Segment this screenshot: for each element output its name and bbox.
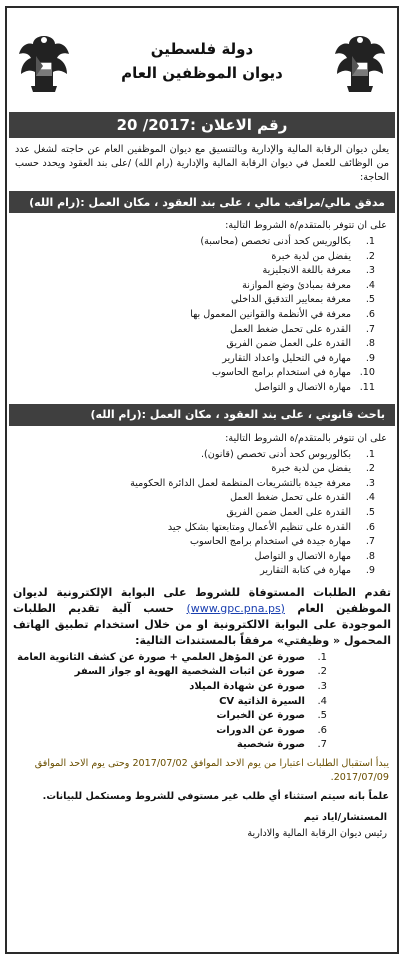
item-number: 7. [365,323,375,335]
job1-title: مدقق مالي/مراقب مالي ، على بند العقود ، مكان العمل :(رام الله) [9,191,395,213]
list-item [15,521,375,536]
item-number: 1. [317,651,327,663]
list-item [15,366,375,381]
job2-requirements-intro: على ان تتوفر بالمتقدم/ة الشروط التالية: [225,432,387,444]
signatory-role: رئيس ديوان الرقابة المالية والادارية [247,828,387,840]
item-number: 3. [365,477,375,489]
divider [7,396,397,404]
list-item [15,738,327,753]
item-text: معرفة بمعايير التدقيق الداخلي [231,294,351,306]
item-number: 9. [365,565,375,577]
item-number: 1. [365,448,375,460]
item-text: معرفة بمبادئ وضع الموازنة [242,279,351,291]
list-item [15,462,375,477]
item-text: يفضل من لدية خبرة [271,463,351,475]
list-item [15,535,375,550]
bureau-name: ديوان الموظفين العام [121,64,283,82]
item-text: صورة عن الدورات [216,724,305,736]
header [7,8,397,112]
item-number: 8. [365,338,375,350]
list-item [15,709,327,724]
item-text: القدرة على العمل ضمن الفريق [226,506,351,518]
signatory-name: المستشار/اياد تيم [303,812,387,824]
intro-paragraph: يعلن ديوان الرقابة المالية والإدارية وبالتنسيق مع ديوان الموظفين العام عن حاجته لشغل عدد من الوظائف للعمل في ديوان الرقابة المالية والإدارية (رام الله) /على بند العقود ويحدد حسب الحاجة: [15,144,389,183]
list-item [15,235,375,250]
item-number: 2. [317,666,327,678]
list-item [15,680,327,695]
list-item [15,264,375,279]
list-item [15,506,375,521]
required-documents [7,651,397,753]
header-title [77,38,327,86]
signature-block [7,804,397,842]
item-text: بكالوريوس كحد أدنى تخصص (قانون). [201,448,351,460]
state-name: دولة فلسطين [150,40,254,58]
item-text: صورة عن شهادة الميلاد [189,681,305,693]
item-number: 6. [365,308,375,320]
item-text: صورة شخصية [236,739,305,751]
list-item [15,337,375,352]
list-item [15,550,375,565]
list-item [15,352,375,367]
list-item [15,381,375,396]
application-instructions [7,579,397,649]
item-number: 2. [365,463,375,475]
announcement-number: رقم الاعلان :2017/ 20 [9,112,395,138]
list-item [15,250,375,265]
item-number: 4. [365,492,375,504]
item-number: 11. [359,381,375,393]
list-item [15,665,327,680]
item-number: 8. [365,550,375,562]
item-text: مهارة في التحليل واعداد التقارير [222,352,351,364]
list-item [15,448,375,463]
item-text: بكالوريس كحد أدنى تخصص (محاسبة) [200,236,351,247]
item-text: مهارة الاتصال و التواصل [254,381,351,393]
palestine-emblem-icon [15,30,73,96]
list-item [15,308,375,323]
item-text: مهارة في استخدام برامج الحاسوب [211,367,351,379]
palestine-emblem-icon [331,30,389,96]
list-item [15,491,375,506]
item-number: 9. [365,352,375,364]
item-number: 1. [365,236,375,247]
application-text-2: حسب آلية تقديم الطلبات الموجودة على البوابة الالكترونية او من خلال استخدام تطبيق الهاتف المحمول « وظيفتي» مرفقاً بالمستندات التالية: [13,601,391,647]
item-text: القدرة على العمل ضمن الفريق [226,338,351,350]
list-item [15,564,375,579]
item-text: مهارة الاتصال و التواصل [254,550,351,562]
job2-requirements [7,448,397,579]
item-text: مهارة في كتابة التقارير [260,565,351,577]
list-item [15,724,327,739]
announcement-frame [5,6,399,954]
item-text: القدرة على تحمل ضغط العمل [230,492,351,504]
item-number: 7. [317,739,327,751]
exclusion-note: علماً بانه سيتم استثناء أي طلب غير مستوفي للشروط ومستكمل للبيانات. [42,791,389,803]
item-text: معرفة في الأنظمة والقوانين المعمول بها [190,308,351,320]
item-text: صورة عن اثبات الشخصية الهوية او جواز السفر [74,666,305,678]
application-period: يبدأ استقبال الطلبات اعتبارا من يوم الاحد الموافق 2017/07/02 وحتى يوم الاحد الموافق 2017/07/09. [34,758,389,784]
list-item [15,293,375,308]
job1-requirements [7,235,397,396]
item-number: 5. [317,710,327,722]
item-number: 6. [317,724,327,736]
list-item [15,323,375,338]
item-text: السيرة الذاتية CV [219,695,305,707]
item-number: 10. [359,367,375,379]
job1-requirements-intro: على ان تتوفر بالمتقدم/ة الشروط التالية: [225,220,387,231]
item-text: معرفة باللغة الانجليزية [262,265,351,277]
item-number: 3. [317,681,327,693]
list-item [15,279,375,294]
item-text: القدرة على تحمل ضغط العمل [230,323,351,335]
item-number: 7. [365,536,375,548]
item-text: صورة عن الخبرات [216,710,305,722]
item-number: 4. [317,695,327,707]
list-item [15,477,375,492]
portal-link[interactable]: (www.gpc.pna.ps) [186,601,285,615]
job2-title: باحث قانوني ، على بند العقود ، مكان العمل :(رام الله) [9,404,395,426]
item-number: 3. [365,265,375,277]
list-item [15,695,327,710]
item-number: 5. [365,294,375,306]
item-text: القدرة على تنظيم الأعمال ومتابعتها بشكل جيد [167,521,351,533]
item-text: مهارة جيدة في استخدام برامج الحاسوب [190,536,351,548]
item-text: صورة عن المؤهل العلمي + صورة عن كشف الثانوية العامة [17,651,305,663]
item-text: معرفة جيدة بالتشريعات المنظمة لعمل الدائرة الحكومية [130,477,351,489]
item-text: يفضل من لدية خبرة [271,250,351,262]
application-text-1: تقدم الطلبات المستوفاة للشروط على البوابة الإلكترونية لديوان الموظفين العام [13,585,391,615]
item-number: 6. [365,521,375,533]
item-number: 5. [365,506,375,518]
item-number: 2. [365,250,375,262]
list-item [15,651,327,666]
item-number: 4. [365,279,375,291]
